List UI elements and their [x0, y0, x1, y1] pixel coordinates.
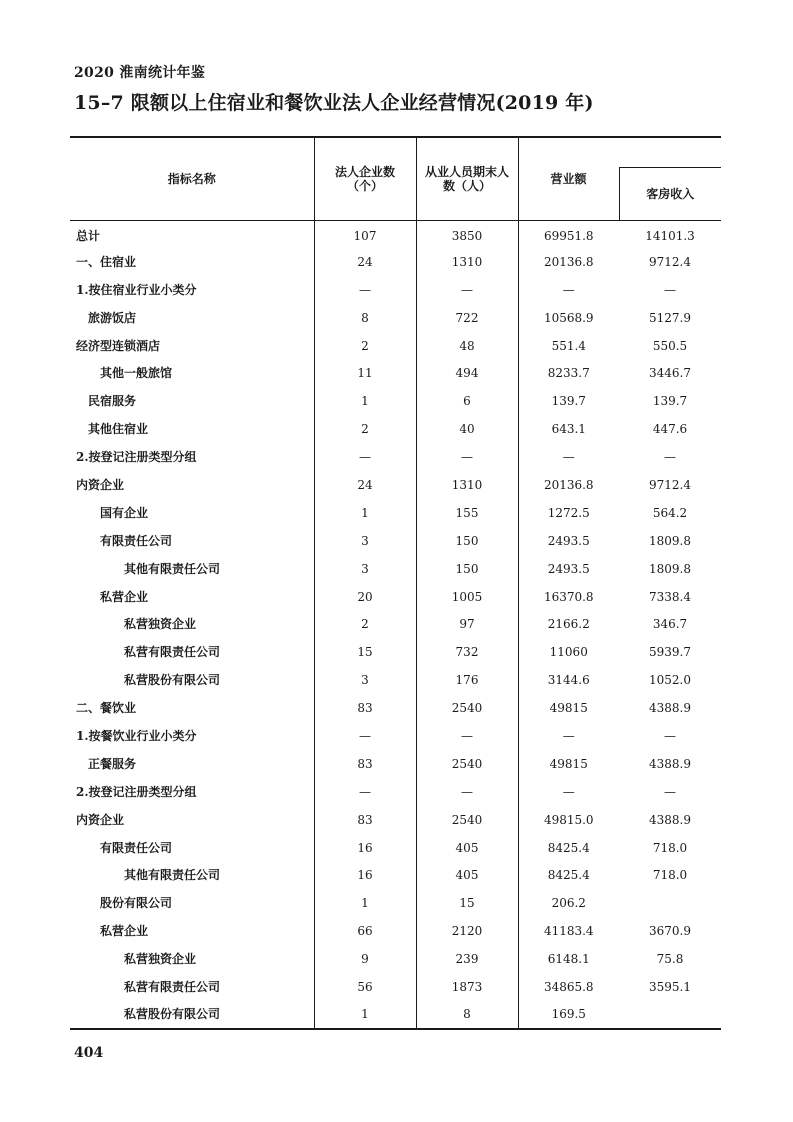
room-revenue-cell: 346.7	[652, 617, 688, 632]
employees-cell: 1005	[416, 583, 518, 611]
room-revenue-cell: 14101.3	[645, 229, 695, 244]
employees-cell: 1873	[416, 973, 518, 1001]
employees-cell: 2540	[416, 806, 518, 834]
room-revenue-cell: 9712.4	[649, 477, 691, 492]
indicator-name-cell: 其他有限责任公司	[124, 561, 221, 576]
table-row	[70, 666, 721, 694]
table-row	[70, 387, 721, 415]
room-revenue-cell: 718.0	[652, 868, 688, 883]
table-row	[70, 778, 721, 806]
employees-cell: 722	[416, 304, 518, 332]
revenue-cell: 16370.8	[518, 583, 619, 611]
legal-units-cell: 83	[314, 806, 416, 834]
employees-cell: 405	[416, 834, 518, 862]
table-row	[70, 471, 721, 499]
indicator-name-cell: 股份有限公司	[100, 896, 173, 911]
table-row	[70, 248, 721, 276]
indicator-name-cell: 正餐服务	[88, 756, 137, 771]
legal-units-cell: 56	[314, 973, 416, 1001]
revenue-cell: 49815.0	[518, 806, 619, 834]
table-row	[70, 973, 721, 1001]
revenue-cell: —	[518, 722, 619, 750]
table-row	[70, 610, 721, 638]
table-row	[70, 332, 721, 360]
header-room-revenue: 客房收入	[619, 167, 721, 220]
room-revenue-cell: 75.8	[656, 952, 684, 967]
revenue-cell: 1272.5	[518, 499, 619, 527]
legal-units-cell: 8	[314, 304, 416, 332]
revenue-cell: 206.2	[518, 889, 619, 917]
indicator-name-cell: 二、餐饮业	[76, 701, 137, 716]
revenue-cell: 49815	[518, 750, 619, 778]
employees-cell: 8	[416, 1001, 518, 1029]
legal-units-cell: 2	[314, 610, 416, 638]
room-revenue-cell: 139.7	[652, 394, 688, 409]
room-revenue-cell	[619, 889, 721, 917]
revenue-cell: 11060	[518, 638, 619, 666]
employees-cell: 494	[416, 359, 518, 387]
employees-cell: 3850	[416, 220, 518, 248]
employees-cell: 1310	[416, 471, 518, 499]
running-head: 2020 淮南统计年鉴	[74, 65, 206, 81]
legal-units-cell: 83	[314, 750, 416, 778]
room-revenue-cell: 4388.9	[649, 701, 691, 716]
room-revenue-cell: 7338.4	[649, 589, 691, 604]
legal-units-cell: 15	[314, 638, 416, 666]
indicator-name-cell: 1.按餐饮业行业小类分	[76, 728, 197, 743]
indicator-name-cell: 旅游饭店	[88, 310, 137, 325]
indicator-name-cell: 其他住宿业	[88, 422, 149, 437]
revenue-cell: 20136.8	[518, 248, 619, 276]
revenue-cell: 20136.8	[518, 471, 619, 499]
table-row	[70, 806, 721, 834]
room-revenue-cell: 9712.4	[649, 254, 691, 269]
employees-cell: 6	[416, 387, 518, 415]
legal-units-cell: 66	[314, 917, 416, 945]
table-row	[70, 1001, 721, 1029]
room-revenue-cell: 4388.9	[649, 812, 691, 827]
legal-units-cell: 24	[314, 248, 416, 276]
table-row	[70, 276, 721, 304]
legal-units-cell: 2	[314, 415, 416, 443]
revenue-cell: 2493.5	[518, 555, 619, 583]
employees-cell: 155	[416, 499, 518, 527]
employees-cell: 97	[416, 610, 518, 638]
employees-cell: —	[416, 778, 518, 806]
room-revenue-cell: 5127.9	[649, 310, 691, 325]
table-row	[70, 722, 721, 750]
legal-units-cell: 20	[314, 583, 416, 611]
room-revenue-cell	[619, 1001, 721, 1029]
table-header	[70, 137, 721, 220]
room-revenue-cell: 550.5	[652, 338, 688, 353]
revenue-cell: —	[518, 778, 619, 806]
revenue-cell: 551.4	[518, 332, 619, 360]
table-body	[70, 220, 721, 1029]
employees-cell: 2540	[416, 694, 518, 722]
table-row	[70, 750, 721, 778]
employees-cell: 15	[416, 889, 518, 917]
table-row	[70, 694, 721, 722]
legal-units-cell: 11	[314, 359, 416, 387]
statistics-table	[70, 136, 721, 1030]
legal-units-cell: 3	[314, 555, 416, 583]
revenue-cell: 169.5	[518, 1001, 619, 1029]
indicator-name-cell: 私营股份有限公司	[124, 673, 221, 688]
header-revenue: 营业额	[518, 137, 619, 220]
legal-units-cell: —	[314, 443, 416, 471]
employees-cell: 239	[416, 945, 518, 973]
legal-units-cell: —	[314, 276, 416, 304]
revenue-cell: 69951.8	[518, 220, 619, 248]
table-row	[70, 304, 721, 332]
page-number: 404	[74, 1045, 104, 1061]
table-title: 15–7 限额以上住宿业和餐饮业法人企业经营情况(2019 年)	[74, 92, 594, 114]
indicator-name-cell: 私营企业	[100, 589, 149, 604]
table-row	[70, 834, 721, 862]
revenue-cell: 3144.6	[518, 666, 619, 694]
indicator-name-cell: 1.按住宿业行业小类分	[76, 282, 197, 297]
employees-cell: —	[416, 722, 518, 750]
legal-units-cell: —	[314, 778, 416, 806]
legal-units-cell: 24	[314, 471, 416, 499]
indicator-name-cell: 私营企业	[100, 924, 149, 939]
table-row	[70, 499, 721, 527]
employees-cell: 2540	[416, 750, 518, 778]
legal-units-cell: 9	[314, 945, 416, 973]
employees-cell: 176	[416, 666, 518, 694]
room-revenue-cell: 1809.8	[649, 561, 691, 576]
indicator-name-cell: 2.按登记注册类型分组	[76, 450, 197, 465]
header-blank-cell	[619, 137, 721, 167]
indicator-name-cell: 私营独资企业	[124, 617, 197, 632]
table-row	[70, 443, 721, 471]
legal-units-cell: 1	[314, 499, 416, 527]
table-row	[70, 583, 721, 611]
employees-cell: 1310	[416, 248, 518, 276]
legal-units-cell: 107	[314, 220, 416, 248]
indicator-name-cell: 其他有限责任公司	[124, 868, 221, 883]
employees-cell: —	[416, 443, 518, 471]
header-indicator: 指标名称	[70, 137, 314, 220]
room-revenue-cell: 718.0	[652, 840, 688, 855]
revenue-cell: 8425.4	[518, 861, 619, 889]
header-legal-units	[314, 137, 416, 220]
room-revenue-cell: 4388.9	[649, 756, 691, 771]
revenue-cell: —	[518, 443, 619, 471]
room-revenue-cell: 3670.9	[649, 924, 691, 939]
indicator-name-cell: 内资企业	[76, 812, 125, 827]
table-row	[70, 527, 721, 555]
header-employees-line2: 数（人）	[442, 178, 491, 193]
revenue-cell: 2493.5	[518, 527, 619, 555]
legal-units-cell: 3	[314, 527, 416, 555]
revenue-cell: 8233.7	[518, 359, 619, 387]
room-revenue-cell: 447.6	[652, 422, 688, 437]
table-row	[70, 359, 721, 387]
employees-cell: 150	[416, 555, 518, 583]
legal-units-cell: 83	[314, 694, 416, 722]
legal-units-cell: 1	[314, 889, 416, 917]
employees-cell: 2120	[416, 917, 518, 945]
room-revenue-cell: 1052.0	[649, 673, 691, 688]
revenue-cell: 8425.4	[518, 834, 619, 862]
legal-units-cell: 16	[314, 834, 416, 862]
indicator-name-cell: 2.按登记注册类型分组	[76, 784, 197, 799]
revenue-cell: 41183.4	[518, 917, 619, 945]
indicator-name-cell: 其他一般旅馆	[100, 366, 173, 381]
room-revenue-cell: 3595.1	[649, 979, 691, 994]
indicator-name-cell: 私营独资企业	[124, 952, 197, 967]
indicator-name-cell: 私营股份有限公司	[70, 1001, 314, 1029]
room-revenue-cell: —	[664, 282, 676, 297]
room-revenue-cell: 5939.7	[649, 645, 691, 660]
room-revenue-cell: 3446.7	[649, 366, 691, 381]
indicator-name-cell: 民宿服务	[88, 394, 137, 409]
room-revenue-cell: —	[664, 728, 676, 743]
legal-units-cell: 16	[314, 861, 416, 889]
room-revenue-cell: —	[664, 784, 676, 799]
employees-cell: —	[416, 276, 518, 304]
legal-units-cell: 3	[314, 666, 416, 694]
room-revenue-cell: 1809.8	[649, 533, 691, 548]
indicator-name-cell: 私营有限责任公司	[124, 645, 221, 660]
revenue-cell: 10568.9	[518, 304, 619, 332]
employees-cell: 405	[416, 861, 518, 889]
table-row	[70, 861, 721, 889]
indicator-name-cell: 经济型连锁酒店	[76, 338, 161, 353]
table-row	[70, 889, 721, 917]
revenue-cell: 643.1	[518, 415, 619, 443]
indicator-name-cell: 有限责任公司	[100, 840, 173, 855]
employees-cell: 732	[416, 638, 518, 666]
header-legal-units-line1: 法人企业数	[334, 164, 395, 179]
legal-units-cell: 2	[314, 332, 416, 360]
indicator-name-cell: 有限责任公司	[100, 533, 173, 548]
revenue-cell: 2166.2	[518, 610, 619, 638]
table-row	[70, 638, 721, 666]
table-row	[70, 555, 721, 583]
legal-units-cell: 1	[314, 387, 416, 415]
header-employees	[416, 137, 518, 220]
header-legal-units-line2: （个）	[346, 178, 383, 193]
table-row	[70, 917, 721, 945]
employees-cell: 40	[416, 415, 518, 443]
indicator-name-cell: 总计	[76, 229, 101, 244]
indicator-name-cell: 私营有限责任公司	[124, 979, 221, 994]
room-revenue-cell: 564.2	[652, 505, 688, 520]
legal-units-cell: 1	[314, 1001, 416, 1029]
revenue-cell: 49815	[518, 694, 619, 722]
revenue-cell: 139.7	[518, 387, 619, 415]
revenue-cell: 34865.8	[518, 973, 619, 1001]
employees-cell: 48	[416, 332, 518, 360]
table-row	[70, 220, 721, 248]
revenue-cell: —	[518, 276, 619, 304]
indicator-name-cell: 一、住宿业	[76, 254, 137, 269]
legal-units-cell: —	[314, 722, 416, 750]
table-row	[70, 415, 721, 443]
indicator-name-cell: 内资企业	[76, 477, 125, 492]
room-revenue-cell: —	[664, 450, 676, 465]
table-row	[70, 945, 721, 973]
header-employees-line1: 从业人员期末人	[424, 164, 509, 179]
employees-cell: 150	[416, 527, 518, 555]
indicator-name-cell: 国有企业	[100, 505, 149, 520]
revenue-cell: 6148.1	[518, 945, 619, 973]
